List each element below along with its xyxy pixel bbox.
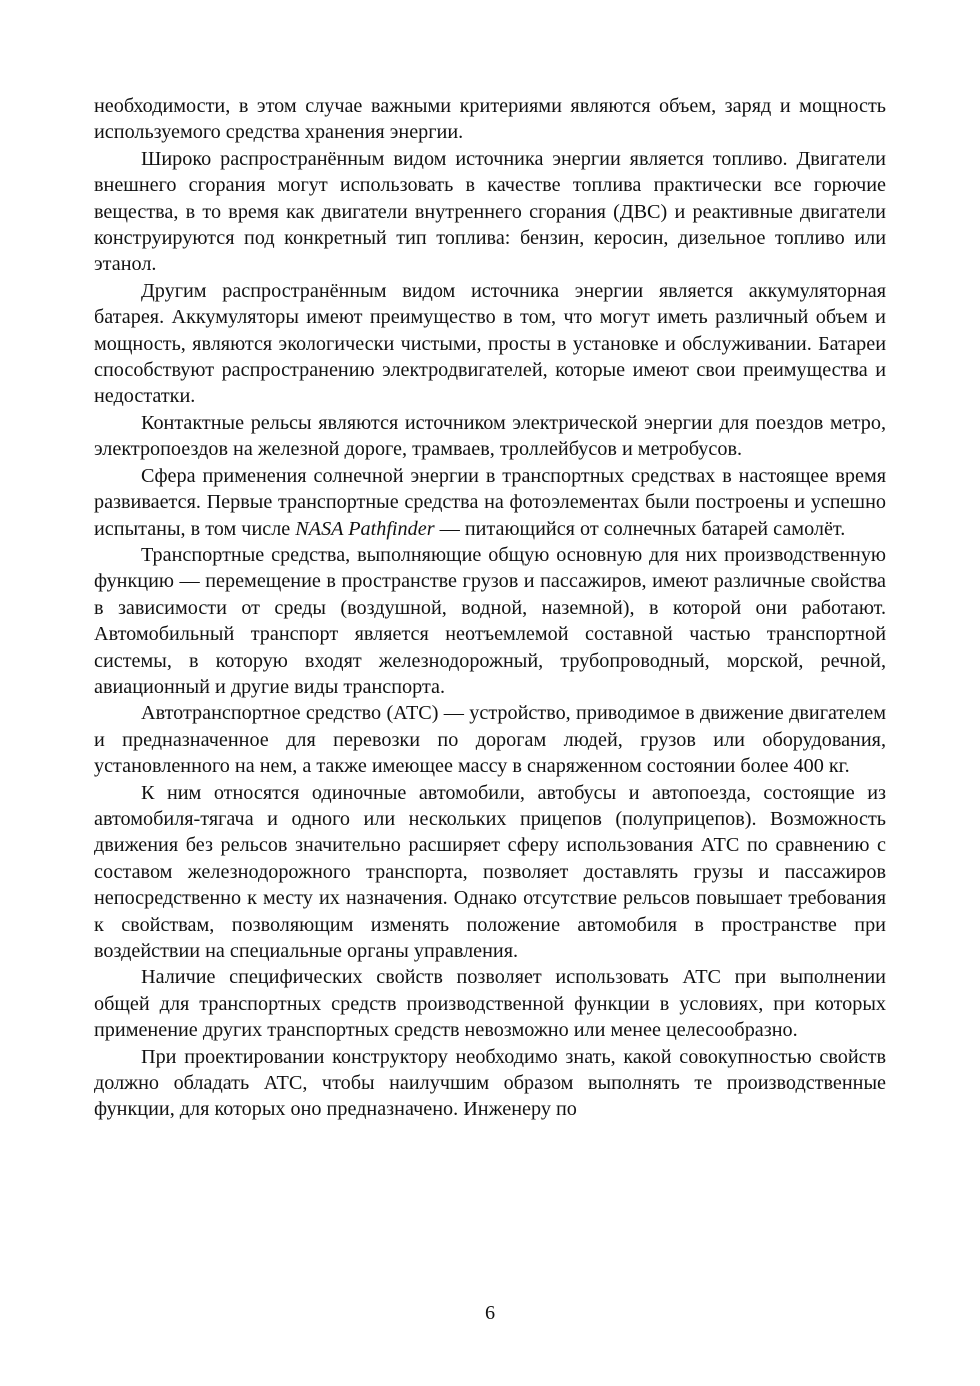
paragraph-5-text-before: Сфера применения солнечной энергии в транспортных средствах в настоящее время развивается. Первые транспортные средства на фотоэлементах были построены и успешно испытаны, в том числе — [94, 464, 886, 540]
paragraph-1: необходимости, в этом случае важными критериями являются объем, заряд и мощность используемого средства хранения энергии. — [94, 95, 886, 144]
paragraph-7: Автотранспортное средство (АТС) — устройство, приводимое в движение двигателем и предназначенное для перевозки по дорогам людей, грузов или оборудования, установленного на нем, а также имеющее массу в снаряженном состоянии более 400 кг. — [94, 702, 886, 778]
paragraph-2: Широко распространённым видом источника энергии является топливо. Двигатели внешнего сгорания могут использовать в качестве топлива практически все горючие вещества, в то время как двигатели внутреннего сгорания (ДВС) и реактивные двигатели конструируются под конкретный тип топлива: бензин, керосин, дизельное топливо или этанол. — [94, 147, 886, 276]
paragraph-4: Контактные рельсы являются источником электрической энергии для поездов метро, электропоездов на железной дороге, трамваев, троллейбусов и метробусов. — [94, 411, 886, 461]
paragraph-10: При проектировании конструктору необходимо знать, какой совокупностью свойств должно обладать АТС, чтобы наилучшим образом выполнять те производственные функции, для которых оно предназначено. Инженеру по — [94, 1045, 886, 1121]
paragraph-5-text-after: — питающийся от солнечных батарей самолёт. — [434, 517, 846, 540]
paragraph-6: Транспортные средства, выполняющие общую основную для них производственную функцию — перемещение в пространстве грузов и пассажиров, имеют различные свойства в зависимости от среды (воздушной, водной, наземной), в которой они работают. Автомобильный транспорт является неотъемлемой составной частью транспортной системы, в которую входят железнодорожный, трубопроводный, морской, речной, авиационный и другие виды транспорта. — [94, 543, 886, 698]
paragraph-5 — [94, 463, 886, 542]
paragraph-9: Наличие специфических свойств позволяет использовать АТС при выполнении общей для транспортных средств производственной функции в условиях, при которых применение других транспортных средств невозможно или менее целесообразно. — [94, 966, 886, 1042]
page-number: 6 — [484, 1302, 496, 1324]
paragraph-5-italic-term: NASA Pathfinder — [295, 517, 435, 540]
paragraph-3: Другим распространённым видом источника энергии является аккумуляторная батарея. Аккумуляторы имеют преимущество в том, что могут иметь различный объем и мощность, являются экологически чистыми, просты в установке и обслуживании. Батареи способствуют распространению электродвигателей, которые имеют свои преимущества и недостатки. — [94, 279, 886, 408]
page-body — [94, 93, 886, 1123]
paragraph-8: К ним относятся одиночные автомобили, автобусы и автопоезда, состоящие из автомобиля-тягача и одного или нескольких прицепов (полуприцепов). Возможность движения без рельсов значительно расширяет сферу использования АТС по сравнению с составом железнодорожного транспорта, позволяет доставлять грузы и пассажиров непосредственно к месту их назначения. Однако отсутствие рельсов повышает требования к свойствам, позволяющим изменять положение автомобиля в пространстве при воздействии на специальные органы управления. — [94, 781, 886, 962]
